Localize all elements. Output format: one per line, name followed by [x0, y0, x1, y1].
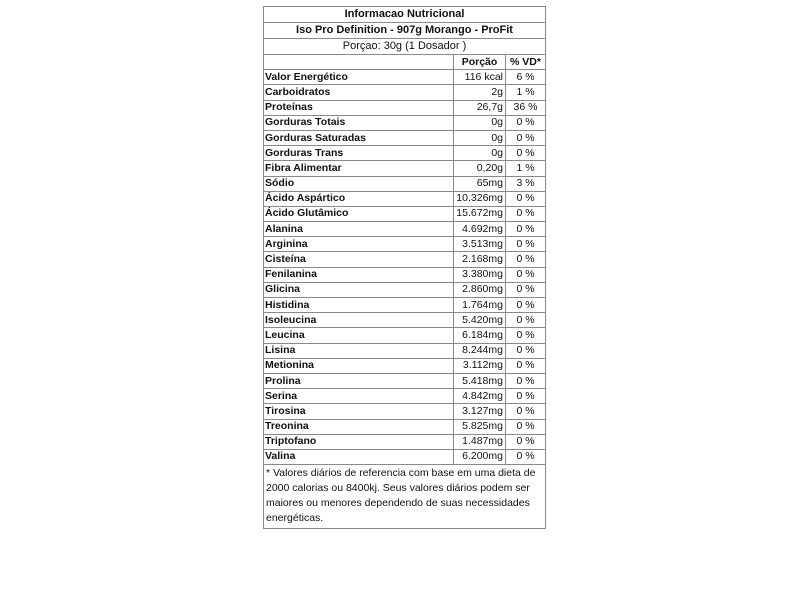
- nutrient-name: Ácido Aspártico: [264, 191, 454, 206]
- nutrient-name: Carboidratos: [264, 85, 454, 100]
- table-row: [264, 282, 545, 297]
- table-row: [264, 206, 545, 221]
- nutrient-name: Cisteína: [264, 252, 454, 267]
- nutrient-amount: 5.418mg: [454, 373, 506, 388]
- table-row: [264, 115, 545, 130]
- nutrient-amount: 6.184mg: [454, 328, 506, 343]
- nutrient-dv: 0 %: [506, 313, 546, 328]
- nutrient-dv: 0 %: [506, 389, 546, 404]
- nutrient-dv: 0 %: [506, 449, 546, 464]
- nutrient-name: Proteínas: [264, 100, 454, 115]
- nutrient-name: Prolina: [264, 373, 454, 388]
- nutrient-amount: 0g: [454, 130, 506, 145]
- table-row: [264, 252, 545, 267]
- nutrient-dv: 0 %: [506, 191, 546, 206]
- label-title: Informacao Nutricional: [264, 7, 545, 23]
- nutrient-amount: 1.487mg: [454, 434, 506, 449]
- nutrient-amount: 0g: [454, 146, 506, 161]
- nutrient-name: Glicina: [264, 282, 454, 297]
- footnote: * Valores diários de referencia com base em uma dieta de 2000 calorias ou 8400kj. Seus valores diários podem ser maiores ou menores dependendo de suas necessidades energéticas.: [266, 467, 536, 525]
- table-row: [264, 358, 545, 373]
- table-row: [264, 267, 545, 282]
- nutrient-dv: 0 %: [506, 206, 546, 221]
- table-row: [264, 176, 545, 191]
- table-row: [264, 130, 545, 145]
- nutrient-amount: 2g: [454, 85, 506, 100]
- table-row: [264, 328, 545, 343]
- nutrient-dv: 0 %: [506, 146, 546, 161]
- nutrient-amount: 1.764mg: [454, 298, 506, 313]
- nutrient-dv: 0 %: [506, 404, 546, 419]
- nutrient-dv: 3 %: [506, 176, 546, 191]
- table-row: [264, 373, 545, 388]
- nutrient-amount: 2.168mg: [454, 252, 506, 267]
- nutrient-amount: 5.825mg: [454, 419, 506, 434]
- table-row: [264, 191, 545, 206]
- nutrient-amount: 3.513mg: [454, 237, 506, 252]
- nutrient-name: Gorduras Trans: [264, 146, 454, 161]
- nutrient-amount: 3.127mg: [454, 404, 506, 419]
- nutrient-dv: 0 %: [506, 282, 546, 297]
- nutrient-name: Gorduras Totais: [264, 115, 454, 130]
- nutrient-dv: 0 %: [506, 267, 546, 282]
- nutrient-amount: 5.420mg: [454, 313, 506, 328]
- nutrition-facts-label: [263, 6, 546, 529]
- nutrient-dv: 0 %: [506, 252, 546, 267]
- nutrient-dv: 0 %: [506, 434, 546, 449]
- nutrient-name: Valor Energético: [264, 70, 454, 85]
- serving-size: Porçao: 30g (1 Dosador ): [264, 39, 545, 55]
- nutrient-name: Gorduras Saturadas: [264, 130, 454, 145]
- nutrient-name: Fenilanina: [264, 267, 454, 282]
- nutrient-dv: 0 %: [506, 358, 546, 373]
- table-row: [264, 434, 545, 449]
- table-row: [264, 313, 545, 328]
- nutrient-amount: 2.860mg: [454, 282, 506, 297]
- nutrient-dv: 1 %: [506, 85, 546, 100]
- nutrient-name: Alanina: [264, 222, 454, 237]
- nutrient-name: Arginina: [264, 237, 454, 252]
- nutrient-dv: 0 %: [506, 343, 546, 358]
- table-row: [264, 70, 545, 85]
- nutrient-name: Lisina: [264, 343, 454, 358]
- nutrient-name: Serina: [264, 389, 454, 404]
- nutrient-dv: 1 %: [506, 161, 546, 176]
- nutrient-name: Valina: [264, 449, 454, 464]
- nutrient-name: Treonina: [264, 419, 454, 434]
- nutrient-name: Isoleucina: [264, 313, 454, 328]
- nutrient-amount: 3.112mg: [454, 358, 506, 373]
- table-row: [264, 404, 545, 419]
- nutrient-dv: 0 %: [506, 130, 546, 145]
- nutrient-name: Triptofano: [264, 434, 454, 449]
- nutrient-dv: 0 %: [506, 373, 546, 388]
- table-header-row: [264, 55, 545, 70]
- nutrient-name: Leucina: [264, 328, 454, 343]
- table-row: [264, 161, 545, 176]
- table-row: [264, 419, 545, 434]
- table-row: [264, 85, 545, 100]
- nutrient-amount: 4.692mg: [454, 222, 506, 237]
- nutrient-amount: 10.326mg: [454, 191, 506, 206]
- table-row: [264, 343, 545, 358]
- nutrient-amount: 0,20g: [454, 161, 506, 176]
- table-row: [264, 222, 545, 237]
- nutrient-dv: 0 %: [506, 222, 546, 237]
- nutrient-dv: 0 %: [506, 237, 546, 252]
- header-portion: Porção: [454, 55, 506, 70]
- nutrient-dv: 36 %: [506, 100, 546, 115]
- nutrient-amount: 15.672mg: [454, 206, 506, 221]
- table-row: [264, 449, 545, 464]
- nutrient-dv: 0 %: [506, 328, 546, 343]
- product-name: Iso Pro Definition - 907g Morango - ProFit: [264, 23, 545, 39]
- nutrient-amount: 65mg: [454, 176, 506, 191]
- nutrient-dv: 0 %: [506, 419, 546, 434]
- nutrient-name: Metionina: [264, 358, 454, 373]
- nutrition-table: [264, 55, 545, 465]
- nutrient-name: Sódio: [264, 176, 454, 191]
- nutrient-amount: 26,7g: [454, 100, 506, 115]
- nutrient-dv: 6 %: [506, 70, 546, 85]
- nutrient-amount: 116 kcal: [454, 70, 506, 85]
- nutrient-amount: 6.200mg: [454, 449, 506, 464]
- table-row: [264, 389, 545, 404]
- nutrient-name: Fibra Alimentar: [264, 161, 454, 176]
- nutrient-dv: 0 %: [506, 298, 546, 313]
- nutrient-name: Tirosina: [264, 404, 454, 419]
- table-row: [264, 146, 545, 161]
- nutrient-amount: 0g: [454, 115, 506, 130]
- nutrient-name: Ácido Glutâmico: [264, 206, 454, 221]
- nutrient-amount: 4.842mg: [454, 389, 506, 404]
- table-row: [264, 237, 545, 252]
- table-row: [264, 100, 545, 115]
- nutrient-name: Histidina: [264, 298, 454, 313]
- nutrient-amount: 3.380mg: [454, 267, 506, 282]
- nutrient-dv: 0 %: [506, 115, 546, 130]
- nutrient-amount: 8.244mg: [454, 343, 506, 358]
- header-dv: % VD*: [506, 55, 546, 70]
- header-nutrient: [264, 55, 454, 70]
- table-row: [264, 298, 545, 313]
